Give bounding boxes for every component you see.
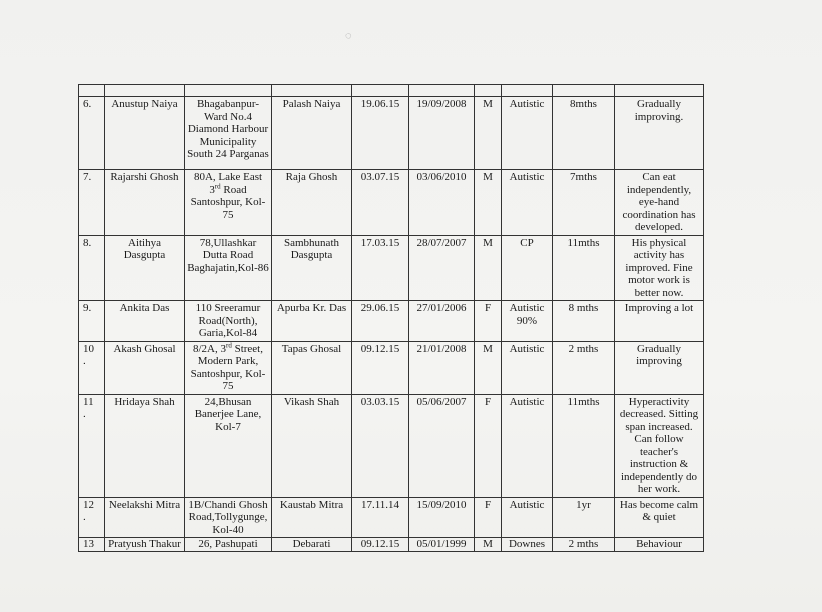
admission-date: 03.03.15 xyxy=(352,394,409,497)
serial-number: 10 . xyxy=(79,341,105,394)
parent-name: Tapas Ghosal xyxy=(272,341,352,394)
sex: M xyxy=(475,341,502,394)
address-part: Road Santoshpur, Kol-75 xyxy=(190,183,266,221)
serial-number: 13 xyxy=(79,538,105,552)
progress: Hyperactivity decreased. Sitting span increased. Can follow teacher's instruction & independently do her work. xyxy=(615,394,704,497)
table-row xyxy=(79,301,704,342)
parent-name: Palash Naiya xyxy=(272,97,352,170)
address: 110 Sreeramur Road(North), Garia,Kol-84 xyxy=(185,301,272,342)
parent-name: Vikash Shah xyxy=(272,394,352,497)
admission-date: 03.07.15 xyxy=(352,170,409,236)
diagnosis: Autistic xyxy=(502,170,553,236)
table-row xyxy=(79,235,704,301)
sex: M xyxy=(475,170,502,236)
child-name: Anustup Naiya xyxy=(105,97,185,170)
ordinal-suffix: rd xyxy=(214,181,221,190)
date-of-birth: 27/01/2006 xyxy=(409,301,475,342)
progress: Gradually improving xyxy=(615,341,704,394)
duration: 2 mths xyxy=(553,538,615,552)
address xyxy=(185,170,272,236)
diagnosis: Autistic xyxy=(502,341,553,394)
table-header-row-blank xyxy=(79,85,704,97)
duration: 2 mths xyxy=(553,341,615,394)
address: 78,Ullashkar Dutta Road Baghajatin,Kol-86 xyxy=(185,235,272,301)
admission-date: 09.12.15 xyxy=(352,341,409,394)
progress: Improving a lot xyxy=(615,301,704,342)
date-of-birth: 28/07/2007 xyxy=(409,235,475,301)
diagnosis: Autistic xyxy=(502,97,553,170)
progress: Gradually improving. xyxy=(615,97,704,170)
serial-number: 12 . xyxy=(79,497,105,538)
serial-number: 9. xyxy=(79,301,105,342)
address-part: Street, Modern Park, Santoshpur, Kol-75 xyxy=(190,342,266,392)
address: 26, Pashupati xyxy=(185,538,272,552)
ordinal-suffix: rd xyxy=(225,341,232,349)
progress: Can eat independently, eye-hand coordination has developed. xyxy=(615,170,704,236)
table-row xyxy=(79,170,704,236)
sex: F xyxy=(475,301,502,342)
progress: Has become calm & quiet xyxy=(615,497,704,538)
admission-date: 17.03.15 xyxy=(352,235,409,301)
diagnosis: Autistic 90% xyxy=(502,301,553,342)
admission-date: 09.12.15 xyxy=(352,538,409,552)
diagnosis: Autistic xyxy=(502,394,553,497)
sex: M xyxy=(475,97,502,170)
address xyxy=(185,341,272,394)
address: 1B/Chandi Ghosh Road,Tollygunge, Kol-40 xyxy=(185,497,272,538)
table-row xyxy=(79,97,704,170)
child-name: Akash Ghosal xyxy=(105,341,185,394)
duration: 11mths xyxy=(553,394,615,497)
child-name: Aitihya Dasgupta xyxy=(105,235,185,301)
table-row xyxy=(79,341,704,394)
diagnosis: Downes xyxy=(502,538,553,552)
diagnosis: Autistic xyxy=(502,497,553,538)
progress: Behaviour xyxy=(615,538,704,552)
table-row xyxy=(79,497,704,538)
parent-name: Debarati xyxy=(272,538,352,552)
child-name: Pratyush Thakur xyxy=(105,538,185,552)
duration: 8 mths xyxy=(553,301,615,342)
date-of-birth: 15/09/2010 xyxy=(409,497,475,538)
duration: 1yr xyxy=(553,497,615,538)
scan-speck: ◌ xyxy=(345,30,352,42)
serial-number: 11 . xyxy=(79,394,105,497)
duration: 8mths xyxy=(553,97,615,170)
child-name: Rajarshi Ghosh xyxy=(105,170,185,236)
sex: F xyxy=(475,497,502,538)
admission-date: 29.06.15 xyxy=(352,301,409,342)
duration: 7mths xyxy=(553,170,615,236)
address: 24,Bhusan Banerjee Lane, Kol-7 xyxy=(185,394,272,497)
child-name: Ankita Das xyxy=(105,301,185,342)
table-row xyxy=(79,538,704,552)
date-of-birth: 05/06/2007 xyxy=(409,394,475,497)
date-of-birth: 19/09/2008 xyxy=(409,97,475,170)
progress: His physical activity has improved. Fine motor work is better now. xyxy=(615,235,704,301)
date-of-birth: 21/01/2008 xyxy=(409,341,475,394)
serial-number: 7. xyxy=(79,170,105,236)
date-of-birth: 03/06/2010 xyxy=(409,170,475,236)
student-records-table xyxy=(78,84,704,552)
table-row xyxy=(79,394,704,497)
sex: F xyxy=(475,394,502,497)
child-name: Hridaya Shah xyxy=(105,394,185,497)
address: Bhagabanpur- Ward No.4 Diamond Harbour Municipality South 24 Parganas xyxy=(185,97,272,170)
diagnosis: CP xyxy=(502,235,553,301)
parent-name: Raja Ghosh xyxy=(272,170,352,236)
duration: 11mths xyxy=(553,235,615,301)
parent-name: Kaustab Mitra xyxy=(272,497,352,538)
serial-number: 8. xyxy=(79,235,105,301)
child-name: Neelakshi Mitra xyxy=(105,497,185,538)
date-of-birth: 05/01/1999 xyxy=(409,538,475,552)
admission-date: 19.06.15 xyxy=(352,97,409,170)
address-part: 8/2A, 3 xyxy=(192,342,226,355)
parent-name: Sambhunath Dasgupta xyxy=(272,235,352,301)
serial-number: 6. xyxy=(79,97,105,170)
sex: M xyxy=(475,538,502,552)
sex: M xyxy=(475,235,502,301)
admission-date: 17.11.14 xyxy=(352,497,409,538)
address-part: 80A, Lake East 3 xyxy=(193,171,263,196)
parent-name: Apurba Kr. Das xyxy=(272,301,352,342)
